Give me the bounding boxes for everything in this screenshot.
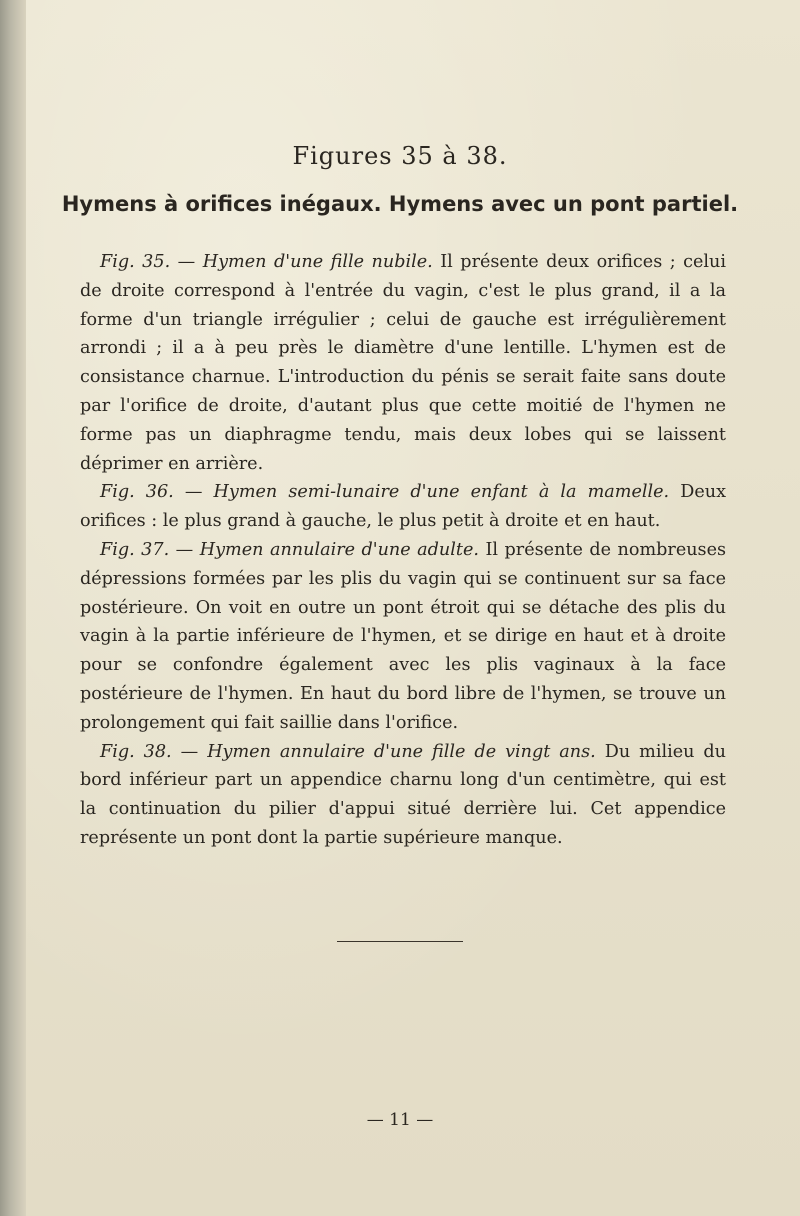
figure-label: Fig. 38.	[100, 741, 172, 762]
section-subheading: Hymens à orifices inégaux. Hymens avec un pont partiel.	[61, 192, 739, 216]
figure-label: Fig. 35.	[100, 252, 171, 272]
figure-description: Il présente deux orifices ; celui de droite correspond à l'entrée du vagin, c'est le plus grand, il a la forme d'un triangle irrégulier ; celui de gauche est irrégulièrement arrondi ; il a à peu près le diamètre d'une lentille. L'hymen est de consistance charnue. L'introduction du pénis se serait faite sans doute par l'orifice de droite, d'autant plus que cette moitié de l'hymen ne forme pas un diaphragme tendu, mais deux lobes qui se laissent déprimer en arrière.	[80, 252, 727, 474]
figure-label: Fig. 36.	[100, 482, 174, 503]
figure-label: Fig. 37.	[100, 539, 170, 560]
paragraph-fig-35: Fig. 35. — Hymen d'une fille nubile. Il présente deux orifices ; celui de droite correspond à l'entrée du vagin, c'est le plus grand, il a la forme d'un triangle irrégulier ; celui de gauche est irrégulièrement arrondi ; il a à peu près le diamètre d'une lentille. L'hymen est de consistance charnue. L'introduction du pénis se serait faite sans doute par l'orifice de droite, d'autant plus que cette moitié de l'hymen ne forme pas un diaphragme tendu, mais deux lobes qui se laissent déprimer en arrière.	[80, 252, 727, 474]
figure-title: Hymen annulaire d'une adulte.	[199, 539, 479, 560]
page-number: — 11 —	[366, 1110, 434, 1130]
figure-title: Hymen d'une fille nubile.	[202, 252, 433, 272]
page-binding-edge	[0, 0, 26, 1216]
paragraph-fig-36: Fig. 36. — Hymen semi-lunaire d'une enfant à la mamelle. Deux orifices : le plus grand à gauche, le plus petit à droite et en haut.	[80, 482, 727, 532]
section-divider	[337, 941, 463, 942]
figure-description: Du milieu du bord inférieur part un appendice charnu long d'un centimètre, qui est la continuation du pilier d'appui situé derrière lui. Cet appendice représente un pont dont la partie supérieure manque.	[80, 741, 727, 848]
body-text	[80, 248, 726, 853]
figure-description: Il présente de nombreuses dépressions formées par les plis du vagin qui se continuent sur sa face postérieure. On voit en outre un pont étroit qui se détache des plis du vagin à la partie inférieure de l'hymen, et se dirige en haut et à droite pour se confondre également avec les plis vaginaux à la face postérieure de l'hymen. En haut du bord libre de l'hymen, se trouve un prolongement qui fait saillie dans l'orifice.	[80, 539, 727, 733]
section-heading: Figures 35 à 38.	[292, 142, 508, 170]
figure-title: Hymen annulaire d'une fille de vingt ans.	[207, 741, 596, 762]
figure-title: Hymen semi-lunaire d'une enfant à la mamelle.	[213, 482, 670, 503]
paragraph-fig-38: Fig. 38. — Hymen annulaire d'une fille de vingt ans. Du milieu du bord inférieur part un appendice charnu long d'un centimètre, qui est la continuation du pilier d'appui situé derrière lui. Cet appendice représente un pont dont la partie supérieure manque.	[80, 741, 727, 848]
figure-description: Deux orifices : le plus grand à gauche, le plus petit à droite et en haut.	[80, 482, 727, 532]
paragraph-fig-37: Fig. 37. — Hymen annulaire d'une adulte. Il présente de nombreuses dépressions formées par les plis du vagin qui se continuent sur sa face postérieure. On voit en outre un pont étroit qui se détache des plis du vagin à la partie inférieure de l'hymen, et se dirige en haut et à droite pour se confondre également avec les plis vaginaux à la face postérieure de l'hymen. En haut du bord libre de l'hymen, se trouve un prolongement qui fait saillie dans l'orifice.	[80, 539, 727, 733]
